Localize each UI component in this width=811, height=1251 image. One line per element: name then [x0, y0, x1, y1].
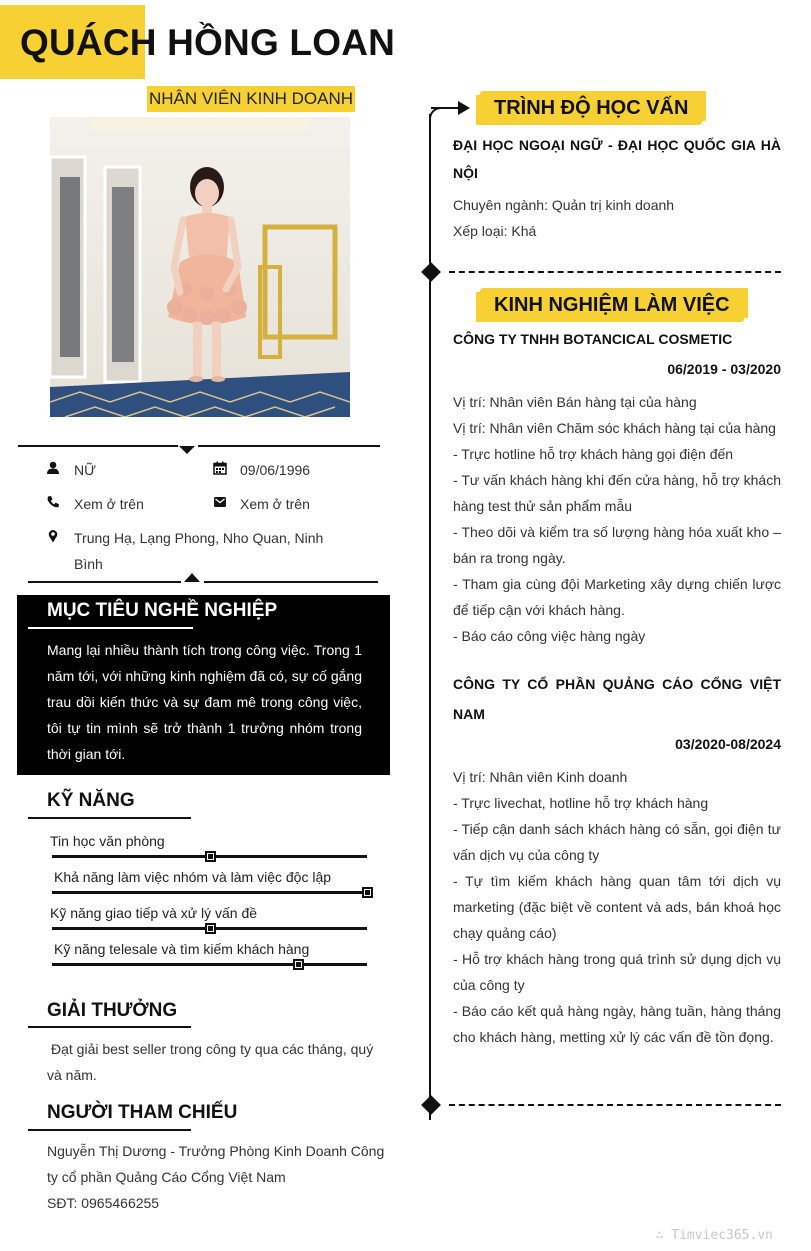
skill-level-marker — [205, 851, 216, 862]
section-divider — [449, 1104, 781, 1106]
skill-level-marker — [362, 887, 373, 898]
references-title: NGƯỜI THAM CHIẾU — [47, 1102, 238, 1123]
email-value: Xem ở trên — [240, 496, 310, 512]
profile-photo — [50, 117, 350, 417]
divider — [28, 581, 181, 583]
objective-title: MỤC TIÊU NGHỀ NGHIỆP — [47, 600, 278, 621]
timeline-node — [421, 1095, 441, 1115]
job-line: - Báo cáo công việc hàng ngày — [453, 628, 646, 644]
address-value: Trung Hạ, Lạng Phong, Nho Quan, Ninh Bình — [74, 530, 324, 572]
job-title: NHÂN VIÊN KINH DOANH — [147, 86, 355, 112]
awards-text: Đạt giải best seller trong công ty qua các tháng, quý và năm. — [47, 1041, 374, 1083]
skill-label: Kỹ năng giao tiếp và xử lý vấn đề — [50, 905, 258, 921]
skill-label: Kỹ năng telesale và tìm kiếm khách hàng — [54, 941, 310, 957]
job-line: - Tư vấn khách hàng khi đến cửa hàng, hỗ trợ khách hàng test thử sản phẩm mẫu — [453, 472, 781, 514]
timeline-node — [421, 262, 441, 282]
section-divider — [449, 271, 781, 273]
skill-track — [52, 855, 367, 858]
skills-underline — [28, 817, 191, 819]
job-line: - Tiếp cận danh sách khách hàng có sẵn, gọi điện tư vấn dịch vụ của công ty — [453, 821, 781, 863]
skill-track — [52, 927, 367, 930]
divider — [204, 581, 378, 583]
location-icon — [46, 529, 60, 543]
education-major: Chuyên ngành: Quản trị kinh doanh — [453, 197, 675, 213]
user-icon — [46, 461, 60, 475]
job-line: - Báo cáo kết quả hàng ngày, hàng tuần, hàng tháng cho khách hàng, metting xử lý các vấn đề tồn đọng. — [453, 1003, 781, 1045]
watermark: ∴ Timviec365.vn — [655, 1228, 773, 1243]
skill-level-marker — [293, 959, 304, 970]
job-line: Vị trí: Nhân viên Kinh doanh — [453, 769, 628, 785]
job-period: 06/2019 - 03/2020 — [667, 361, 781, 377]
job-line: - Trực livechat, hotline hỗ trợ khách hàng — [453, 795, 709, 811]
phone-icon — [46, 495, 60, 509]
timeline-corner — [429, 107, 445, 123]
experience-title: KINH NGHIỆM LÀM VIỆC — [480, 288, 744, 322]
job-line: - Tự tìm kiếm khách hàng quan tâm tới dịch vụ marketing (đặc biệt về content và ads, bán khoá học chạy quảng cáo) — [453, 873, 781, 941]
education-grade: Xếp loại: Khá — [453, 223, 537, 239]
divider-marker — [179, 446, 195, 454]
divider — [198, 445, 380, 447]
skill-track — [52, 891, 367, 894]
skills-title: KỸ NĂNG — [47, 790, 135, 811]
objective-text: Mang lại nhiều thành tích trong công việc. Trong 1 năm tới, với những kinh nghiệm đã có, sự cố gắng trau dồi kiến thức và sự đam mê trong công việc, tôi tự tin mình sẽ trở thành 1 trưởng nhóm trong thời gian tới. — [47, 642, 362, 762]
job-period: 03/2020-08/2024 — [675, 736, 781, 752]
job-line: - Theo dõi và kiểm tra số lượng hàng hóa xuất kho – bán ra trong ngày. — [453, 524, 781, 566]
reference-person: Nguyễn Thị Dương - Trưởng Phòng Kinh Doanh Công ty cổ phần Quảng Cáo Cổng Việt Nam — [47, 1143, 385, 1185]
reference-phone: SĐT: 0965466255 — [47, 1195, 160, 1211]
job-line: - Trực hotline hỗ trợ khách hàng gọi điện đến — [453, 446, 734, 462]
job-line: - Tham gia cùng đội Marketing xây dựng chiến lược để tiếp cận với khách hàng. — [453, 576, 781, 618]
skill-level-marker — [205, 923, 216, 934]
job-line: Vị trí: Nhân viên Bán hàng tại của hàng — [453, 394, 697, 410]
calendar-icon — [213, 461, 227, 475]
skill-track — [52, 963, 367, 966]
job-company: CÔNG TY TNHH BOTANCICAL COSMETIC — [453, 331, 733, 347]
email-icon — [213, 495, 227, 509]
job-description — [453, 764, 781, 1050]
arrow-right-icon — [458, 101, 470, 115]
skill-label: Tin học văn phòng — [50, 833, 165, 849]
objective-underline — [28, 627, 193, 629]
awards-title: GIẢI THƯỞNG — [47, 1000, 178, 1021]
divider — [18, 445, 178, 447]
birthday-value: 09/06/1996 — [240, 462, 311, 478]
references-underline — [28, 1129, 191, 1131]
job-description — [453, 389, 781, 649]
timeline-arrow-line — [431, 107, 461, 109]
education-school: ĐẠI HỌC NGOẠI NGỮ - ĐẠI HỌC QUỐC GIA HÀ NỘI — [453, 137, 781, 181]
phone-value: Xem ở trên — [74, 496, 144, 512]
divider-marker — [184, 573, 200, 582]
job-company: CÔNG TY CỔ PHẦN QUẢNG CÁO CỔNG VIỆT NAM — [453, 676, 781, 722]
candidate-name: QUÁCH HỒNG LOAN — [20, 22, 396, 63]
job-line: - Hỗ trợ khách hàng trong quá trình sử dụng dịch vụ của công ty — [453, 951, 781, 993]
gender-value: NỮ — [74, 462, 97, 478]
watermark-text: Timviec365.vn — [671, 1228, 773, 1243]
skill-label: Khả năng làm việc nhóm và làm việc độc lập — [54, 869, 332, 885]
education-title: TRÌNH ĐỘ HỌC VẤN — [480, 91, 702, 125]
awards-underline — [28, 1026, 191, 1028]
job-line: Vị trí: Nhân viên Chăm sóc khách hàng tại của hàng — [453, 420, 776, 436]
